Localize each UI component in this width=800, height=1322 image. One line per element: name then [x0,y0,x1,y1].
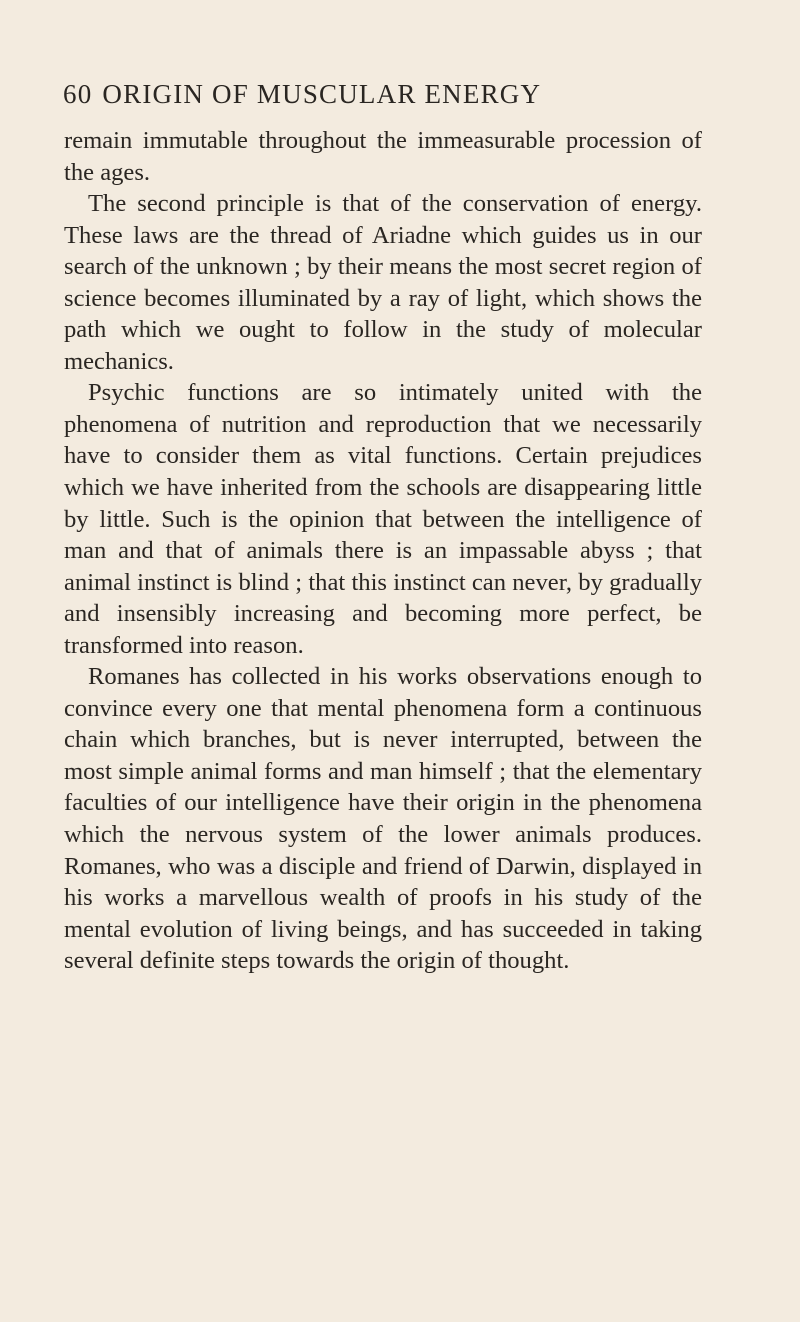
paragraph: The second principle is that of the conservation of energy. These laws are the thread of Ariadne which guides us in our search of the unknown ; by their means the most secret region of science becomes illuminated by a ray of light, which shows the path which we ought to follow in the study of molecular mechanics. [64,190,702,375]
running-title: ORIGIN OF MUSCULAR ENERGY [102,79,542,109]
paragraph-continuation: remain immutable throughout the immeasurable procession of the ages. [64,127,702,186]
paragraph: Romanes has collected in his works observations enough to convince every one that mental phenomena form a continuous chain which branches, but is never interrupted, between the most simple animal forms and man himself ; that the elementary faculties of our intelligence have their origin in the phenomena which the nervous system of the lower animals produces. Romanes, who was a disciple and friend of Darwin, displayed in his works a marvellous wealth of proofs in his study of the mental evolution of living beings, and has succeeded in taking several definite steps towards the origin of thought. [64,663,702,975]
page-number: 60 [63,79,93,109]
paragraph: Psychic functions are so intimately united with the phenomena of nutrition and reproduction that we necessarily have to consider them as vital functions. Certain prejudices which we have inherited from the schools are disappearing little by little. Such is the opinion that between the intelligence of man and that of animals there is an impassable abyss ; that animal instinct is blind ; that this instinct can never, by gradually and insensibly increasing and becoming more perfect, be transformed into reason. [64,379,702,659]
body-text [64,125,702,977]
running-header [63,76,703,112]
